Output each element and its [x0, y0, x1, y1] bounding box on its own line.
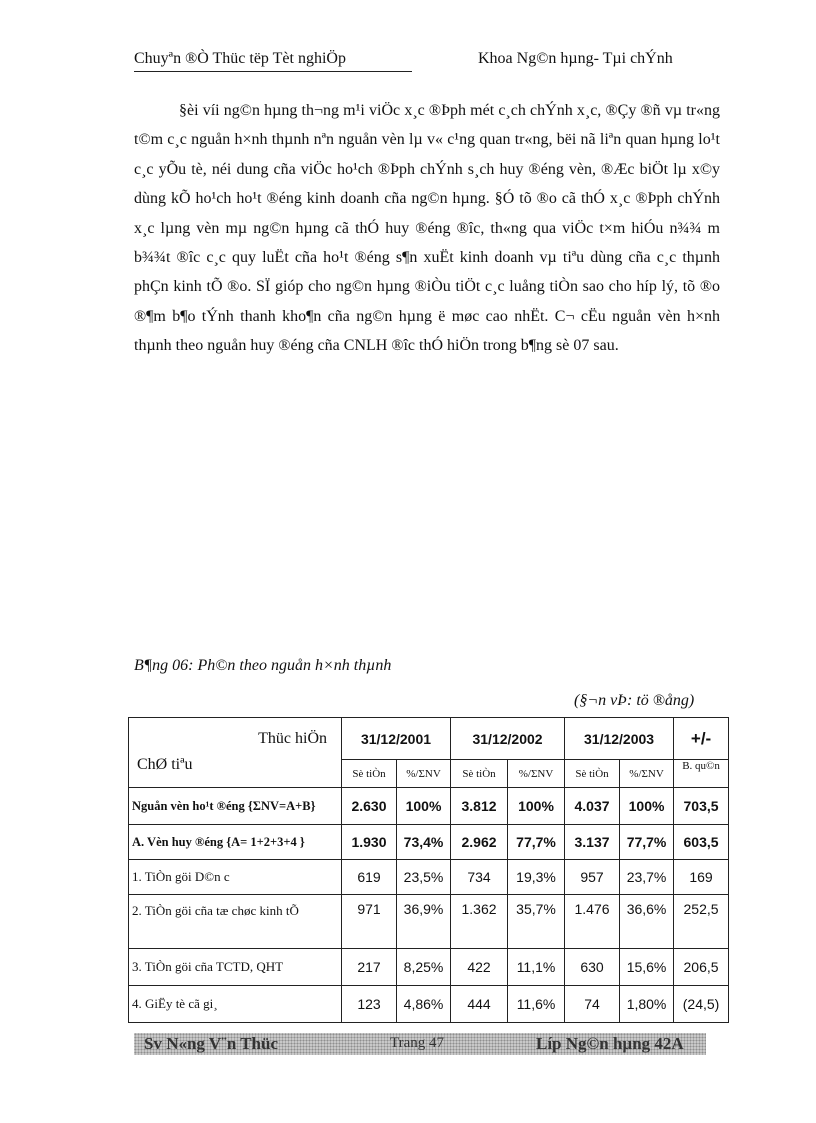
- corner-top-label: Thüc hiÖn: [258, 730, 327, 747]
- cell-value: 1,80%: [620, 986, 674, 1023]
- cell-value: 36,6%: [620, 895, 674, 949]
- cell-value: 35,7%: [508, 895, 565, 949]
- cell-value: 630: [565, 949, 620, 986]
- cell-value: 4.037: [565, 788, 620, 825]
- subheader-amount: Sè tiÒn: [342, 760, 397, 788]
- cell-value: 100%: [508, 788, 565, 825]
- cell-value: 422: [451, 949, 508, 986]
- cell-value: 957: [565, 860, 620, 895]
- cell-value: 1.362: [451, 895, 508, 949]
- table-corner-cell: [129, 718, 342, 788]
- body-paragraph: §èi víi ng©n hµng th¬ng m¹i viÖc x¸c ®Þph mét c¸ch chÝnh x¸c, ®Çy ®ñ vµ tr«ng t©m c¸c nguån h×nh thµnh nªn nguån vèn lµ v« c¹ng quan tr«ng, bëi nã liªn quan hµng lo¹t c¸c yÕu tè, néi dung cña viÖc ho¹ch ®Þph chÝnh s¸ch huy ®éng vèn, ®Æc biÖt lµ x©y dùng kÕ ho¹ch ho¹t ®éng kinh doanh cña ng©n hµng. §Ó tõ ®o cã thÓ x¸c ®Þph chÝnh x¸c lµng vèn mµ ng©n hµng cã thÓ huy ®éng ®îc, th«ng qua viÖc t×m hiÓu n¾¾ m b¾¾t ®îc c¸c quy luËt cña ho¹t ®éng s¶n xuËt kinh doanh vµ tiªu dùng cña c¸c thµnh phÇn kinh tÕ ®o. SÏ gióp cho ng©n hµng ®iÒu tiÖt c¸c luång tiÒn sao cho híp lý, tõ ®o ®¶m b¶o tÝnh thanh kho¶n cña ng©n hµng ë møc cao nhËt. C¬ cËu nguån vèn h×nh thµnh theo nguån huy ®éng cña CNLH ®îc thÓ hiÖn trong b¶ng sè 07 sau.: [134, 102, 720, 355]
- diff-header: +/-: [674, 718, 729, 760]
- footer-class: Líp Ng©n hµng 42A: [536, 1034, 684, 1053]
- cell-value: 252,5: [674, 895, 729, 949]
- cell-value: 100%: [620, 788, 674, 825]
- cell-value: 77,7%: [508, 825, 565, 860]
- footer-author: Sv N«ng V¨n Thüc: [144, 1034, 279, 1053]
- cell-value: 619: [342, 860, 397, 895]
- cell-value: 603,5: [674, 825, 729, 860]
- cell-value: 11,6%: [508, 986, 565, 1023]
- row-label: 4. GiËy tè cã gi¸: [129, 986, 342, 1023]
- cell-value: 11,1%: [508, 949, 565, 986]
- cell-value: 4,86%: [397, 986, 451, 1023]
- subheader-percent: %/ΣNV: [397, 760, 451, 788]
- cell-value: 217: [342, 949, 397, 986]
- cell-value: 74: [565, 986, 620, 1023]
- cell-value: 23,5%: [397, 860, 451, 895]
- table-row: [129, 949, 729, 986]
- cell-value: 444: [451, 986, 508, 1023]
- subheader-percent: %/ΣNV: [508, 760, 565, 788]
- year-header-2003: 31/12/2003: [565, 718, 674, 760]
- subheader-amount: Sè tiÒn: [565, 760, 620, 788]
- row-label: 1. TiÒn göi D©n c: [129, 860, 342, 895]
- cell-value: 1.930: [342, 825, 397, 860]
- row-label: Nguån vèn ho¹t ®éng {ΣNV=A+B}: [129, 788, 342, 825]
- cell-value: 19,3%: [508, 860, 565, 895]
- year-header-2002: 31/12/2002: [451, 718, 565, 760]
- cell-value: 23,7%: [620, 860, 674, 895]
- subheader-percent: %/ΣNV: [620, 760, 674, 788]
- row-label: 3. TiÒn göi cña TCTD, QHT: [129, 949, 342, 986]
- cell-value: 15,6%: [620, 949, 674, 986]
- cell-value: 2.630: [342, 788, 397, 825]
- cell-value: 1.476: [565, 895, 620, 949]
- cell-value: 206,5: [674, 949, 729, 986]
- cell-value: 123: [342, 986, 397, 1023]
- row-label: A. Vèn huy ®éng {A= 1+2+3+4 }: [129, 825, 342, 860]
- cell-value: 3.812: [451, 788, 508, 825]
- funding-source-table: [128, 717, 729, 1023]
- cell-value: 703,5: [674, 788, 729, 825]
- cell-value: 8,25%: [397, 949, 451, 986]
- cell-value: 2.962: [451, 825, 508, 860]
- row-label: 2. TiÒn göi cña tæ chøc kinh tÕ: [129, 895, 342, 949]
- cell-value: (24,5): [674, 986, 729, 1023]
- table-caption: B¶ng 06: Ph©n theo nguån h×nh thµnh: [134, 657, 392, 674]
- page-header-right: Khoa Ng©n hµng- Tµi chÝnh: [478, 50, 673, 67]
- cell-value: 73,4%: [397, 825, 451, 860]
- year-header-2001: 31/12/2001: [342, 718, 451, 760]
- page-footer: [134, 1033, 706, 1055]
- table-row: [129, 860, 729, 895]
- cell-value: 734: [451, 860, 508, 895]
- table-row: [129, 788, 729, 825]
- corner-bottom-label: ChØ tiªu: [137, 756, 193, 773]
- table-row: [129, 986, 729, 1023]
- table-row: [129, 825, 729, 860]
- cell-value: 169: [674, 860, 729, 895]
- footer-page-number: Trang 47: [390, 1035, 445, 1051]
- page-header-left: Chuyªn ®Ò Thüc tëp Tèt nghiÖp: [134, 50, 412, 72]
- cell-value: 100%: [397, 788, 451, 825]
- cell-value: 77,7%: [620, 825, 674, 860]
- subheader-diff: B. qu©n: [674, 760, 729, 788]
- table-row: [129, 895, 729, 949]
- subheader-amount: Sè tiÒn: [451, 760, 508, 788]
- table-header-row: [129, 718, 729, 760]
- cell-value: 36,9%: [397, 895, 451, 949]
- table-unit-note: (§¬n vÞ: tö ®ång): [574, 692, 695, 709]
- cell-value: 3.137: [565, 825, 620, 860]
- cell-value: 971: [342, 895, 397, 949]
